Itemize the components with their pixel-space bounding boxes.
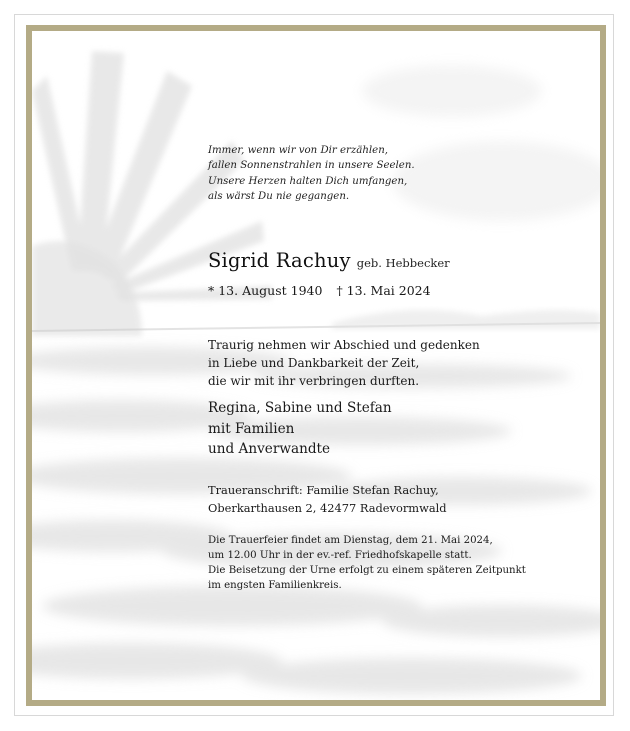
life-dates <box>208 283 431 298</box>
address-line: Oberkarthausen 2, 42477 Radevormwald <box>208 500 447 515</box>
poem-line: als wärst Du nie gegangen. <box>208 190 350 202</box>
ceremony-line: im engsten Familienkreis. <box>208 579 342 591</box>
farewell-text <box>208 336 480 390</box>
ceremony-line: um 12.00 Uhr in der ev.-ref. Friedhofskapelle statt. <box>208 549 472 561</box>
deceased-name-line <box>208 249 450 272</box>
mourners-list <box>208 398 392 460</box>
birth-date: * 13. August 1940 <box>208 283 323 298</box>
address-line: Traueranschrift: Familie Stefan Rachuy, <box>208 483 439 497</box>
farewell-line: in Liebe und Dankbarkeit der Zeit, <box>208 356 420 370</box>
ceremony-line: Die Trauerfeier findet am Dienstag, dem 21. Mai 2024, <box>208 535 493 546</box>
memorial-poem <box>208 143 415 204</box>
death-date: † 13. Mai 2024 <box>336 283 431 298</box>
obituary-content <box>32 31 600 700</box>
obituary-frame <box>26 25 606 706</box>
maiden-name: geb. Hebbecker <box>356 256 450 270</box>
farewell-line: Traurig nehmen wir Abschied und gedenken <box>208 338 480 352</box>
mourners-line: Regina, Sabine und Stefan <box>208 400 392 416</box>
ceremony-line: Die Beisetzung der Urne erfolgt zu einem späteren Zeitpunkt <box>208 564 526 576</box>
poem-line: Immer, wenn wir von Dir erzählen, <box>208 145 389 156</box>
mourners-line: und Anverwandte <box>208 441 331 457</box>
farewell-line: die wir mit ihr verbringen durften. <box>208 374 420 388</box>
mourners-line: mit Familien <box>208 420 295 437</box>
poem-line: Unsere Herzen halten Dich umfangen, <box>208 175 408 187</box>
ceremony-info <box>208 534 526 594</box>
mourning-address <box>208 482 447 517</box>
poem-line: fallen Sonnenstrahlen in unsere Seelen. <box>208 160 415 172</box>
deceased-name: Sigrid Rachuy <box>208 249 351 272</box>
